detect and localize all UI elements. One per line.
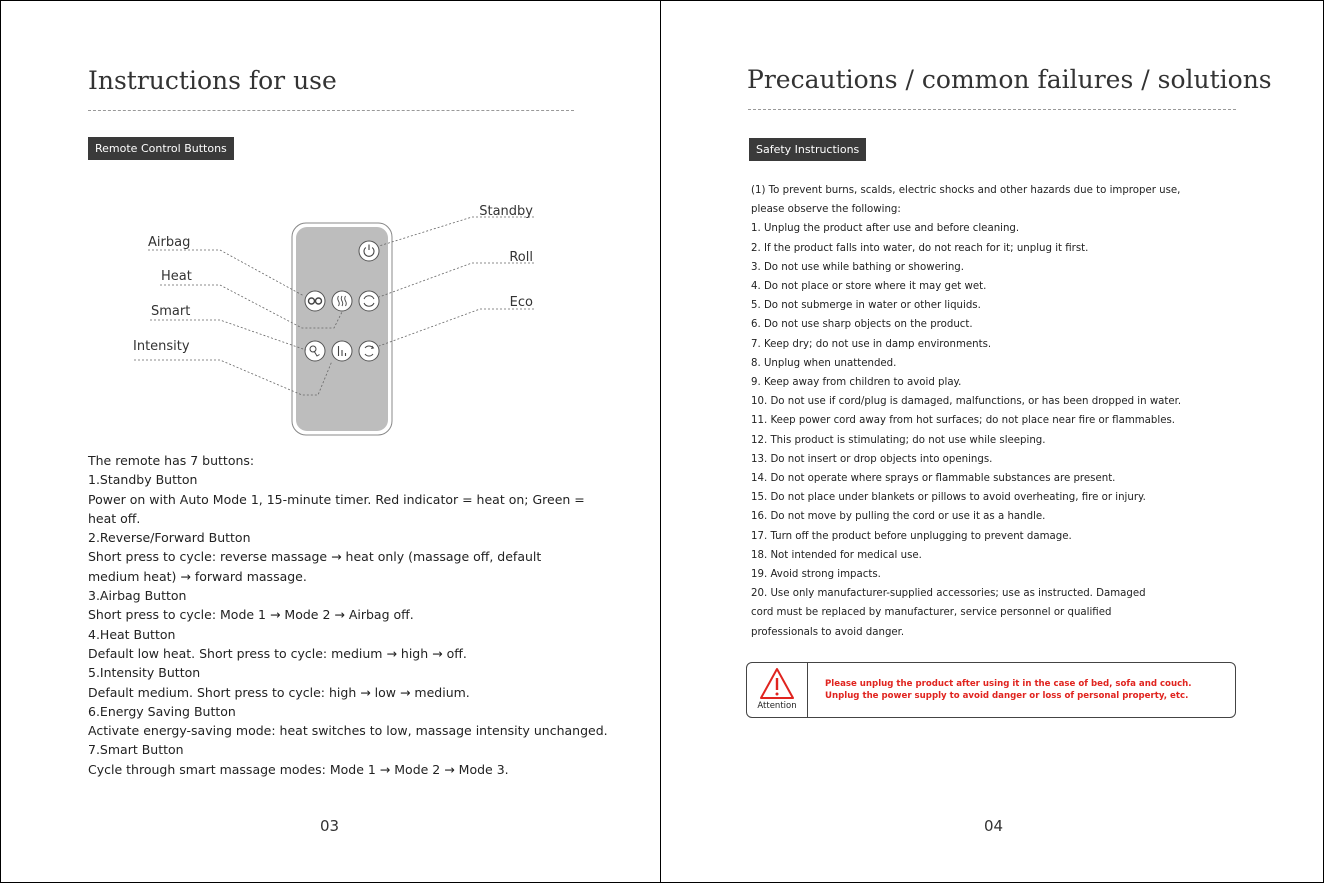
safety-line: professionals to avoid danger. bbox=[751, 626, 905, 638]
attention-line-1: Please unplug the product after using it in the case of bed, sofa and couch. bbox=[825, 679, 1192, 689]
instruction-line: Activate energy-saving mode: heat switches to low, massage intensity unchanged. bbox=[88, 723, 608, 739]
title-underline-left bbox=[88, 110, 574, 111]
safety-line: 3. Do not use while bathing or showering. bbox=[751, 261, 965, 273]
eco-icon bbox=[359, 341, 379, 361]
instruction-line: 1.Standby Button bbox=[88, 472, 198, 488]
roll-icon bbox=[359, 291, 379, 311]
remote-instructions bbox=[88, 451, 618, 779]
safety-line: please observe the following: bbox=[751, 204, 901, 216]
smart-icon bbox=[305, 341, 325, 361]
safety-line: (1) To prevent burns, scalds, electric shocks and other hazards due to improper use, bbox=[751, 185, 1181, 196]
safety-line: 5. Do not submerge in water or other liquids. bbox=[751, 300, 981, 312]
callout-eco: Eco bbox=[509, 295, 533, 310]
section-tag-remote-buttons: Remote Control Buttons bbox=[88, 137, 234, 160]
safety-line: cord must be replaced by manufacturer, service personnel or qualified bbox=[751, 607, 1112, 619]
safety-line: 17. Turn off the product before unplugging to prevent damage. bbox=[751, 530, 1072, 542]
instruction-line: medium heat) → forward massage. bbox=[88, 568, 307, 584]
callout-intensity: Intensity bbox=[133, 339, 190, 354]
instruction-line: Default medium. Short press to cycle: high → low → medium. bbox=[88, 684, 470, 700]
remote-diagram bbox=[120, 190, 550, 440]
section-tag-safety: Safety Instructions bbox=[749, 138, 866, 161]
safety-line: 9. Keep away from children to avoid play. bbox=[751, 377, 962, 389]
page-number-left: 03 bbox=[320, 817, 340, 835]
power-icon bbox=[359, 241, 379, 261]
instruction-line: 3.Airbag Button bbox=[88, 588, 187, 604]
callout-standby: Standby bbox=[479, 204, 533, 219]
instruction-line: 4.Heat Button bbox=[88, 626, 176, 642]
safety-line: 18. Not intended for medical use. bbox=[751, 549, 922, 561]
instruction-line: Short press to cycle: reverse massage → heat only (massage off, default bbox=[88, 549, 542, 565]
instruction-line: heat off. bbox=[88, 510, 141, 526]
instruction-line: Short press to cycle: Mode 1 → Mode 2 → Airbag off. bbox=[88, 607, 414, 623]
attention-box bbox=[746, 662, 1236, 718]
safety-line: 6. Do not use sharp objects on the product. bbox=[751, 319, 973, 331]
callout-airbag: Airbag bbox=[148, 235, 191, 250]
callout-smart: Smart bbox=[151, 304, 191, 319]
page-divider bbox=[660, 0, 661, 883]
safety-line: 4. Do not place or store where it may get wet. bbox=[751, 281, 987, 293]
safety-line: 10. Do not use if cord/plug is damaged, malfunctions, or has been dropped in water. bbox=[751, 396, 1182, 408]
safety-line: 12. This product is stimulating; do not use while sleeping. bbox=[751, 434, 1046, 446]
safety-line: 20. Use only manufacturer-supplied accessories; use as instructed. Damaged bbox=[751, 588, 1146, 600]
safety-line: 11. Keep power cord away from hot surfaces; do not place near fire or flammables. bbox=[751, 415, 1176, 427]
attention-label: Attention bbox=[757, 701, 797, 711]
safety-line: 14. Do not operate where sprays or flammable substances are present. bbox=[751, 473, 1116, 485]
safety-line: 15. Do not place under blankets or pillows to avoid overheating, fire or injury. bbox=[751, 492, 1146, 504]
title-underline-right bbox=[748, 109, 1236, 110]
instruction-line: Default low heat. Short press to cycle: medium → high → off. bbox=[88, 645, 467, 661]
instruction-line: The remote has 7 buttons: bbox=[88, 453, 255, 468]
attention-text bbox=[825, 678, 1192, 702]
safety-line: 2. If the product falls into water, do not reach for it; unplug it first. bbox=[751, 242, 1089, 254]
instruction-line: 2.Reverse/Forward Button bbox=[88, 530, 251, 546]
attention-line-2: Unplug the power supply to avoid danger or loss of personal property, etc. bbox=[825, 691, 1189, 701]
page-number-right: 04 bbox=[984, 817, 1004, 835]
safety-line: 19. Avoid strong impacts. bbox=[751, 569, 881, 581]
page-title-right: Precautions / common failures / solutions bbox=[747, 65, 1272, 94]
safety-line: 1. Unplug the product after use and before cleaning. bbox=[751, 223, 1020, 235]
safety-line: 13. Do not insert or drop objects into openings. bbox=[751, 453, 993, 465]
airbag-icon bbox=[305, 291, 325, 311]
instruction-line: 5.Intensity Button bbox=[88, 665, 201, 681]
safety-line: 8. Unplug when unattended. bbox=[751, 357, 897, 369]
instruction-line: 6.Energy Saving Button bbox=[88, 703, 236, 719]
instruction-line: 7.Smart Button bbox=[88, 742, 184, 758]
callout-heat: Heat bbox=[161, 269, 192, 284]
heat-icon bbox=[332, 291, 352, 311]
safety-line: 7. Keep dry; do not use in damp environments. bbox=[751, 338, 992, 350]
instruction-line: Power on with Auto Mode 1, 15-minute timer. Red indicator = heat on; Green = bbox=[88, 491, 585, 507]
callout-roll: Roll bbox=[509, 250, 533, 265]
intensity-icon bbox=[332, 341, 352, 361]
page-title-left: Instructions for use bbox=[88, 66, 337, 95]
safety-line: 16. Do not move by pulling the cord or use it as a handle. bbox=[751, 511, 1046, 523]
safety-instructions bbox=[751, 181, 1211, 642]
attention-icon-box bbox=[747, 663, 808, 717]
instruction-line: Cycle through smart massage modes: Mode 1 → Mode 2 → Mode 3. bbox=[88, 761, 509, 777]
warning-triangle-icon bbox=[747, 665, 807, 705]
